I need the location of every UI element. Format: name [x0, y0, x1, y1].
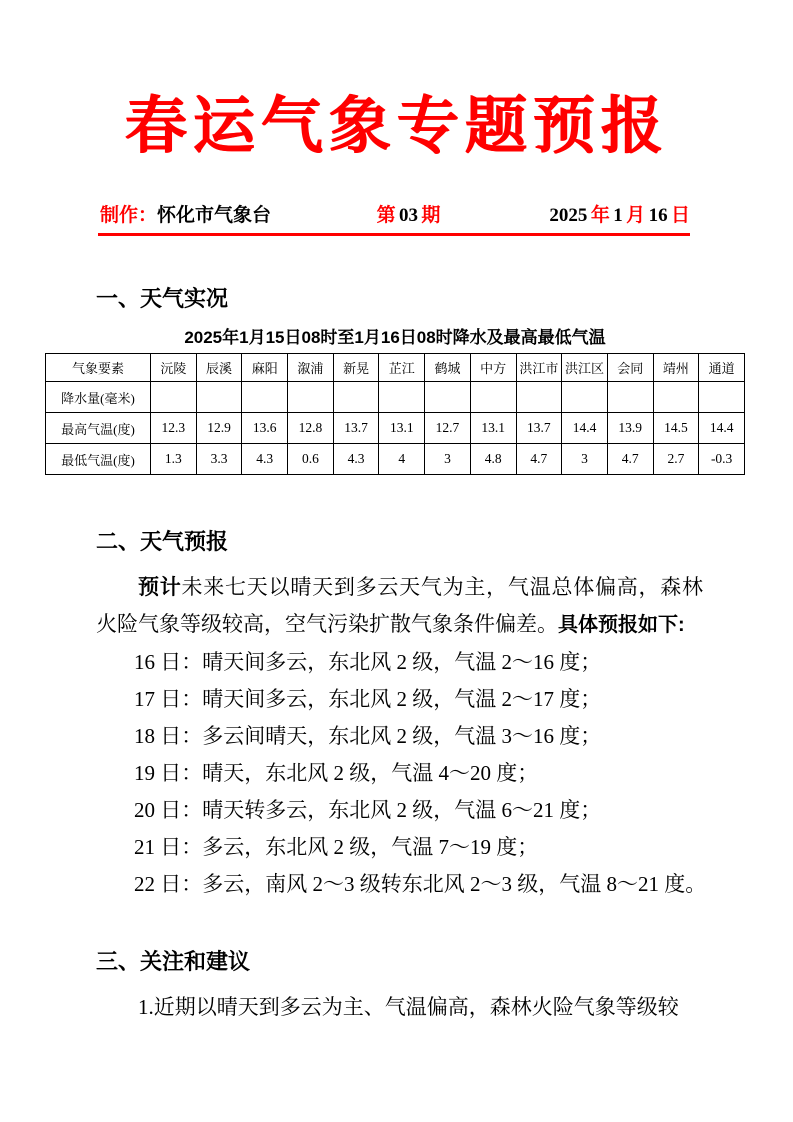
column-header-station: 通道 [699, 354, 745, 382]
issue-suffix: 期 [421, 205, 441, 226]
issue-prefix: 第 [376, 205, 396, 226]
table-cell [699, 382, 745, 413]
column-header-station: 鹤城 [425, 354, 471, 382]
column-header-station: 洪江区 [562, 354, 608, 382]
masthead [100, 204, 690, 228]
table-cell: 3.3 [196, 444, 242, 475]
table-cell: 4.3 [242, 444, 288, 475]
table-cell: 4.7 [607, 444, 653, 475]
column-header-station: 靖州 [653, 354, 699, 382]
section-heading-forecast: 二、天气预报 [96, 529, 229, 554]
table-cell [470, 382, 516, 413]
table-row [46, 444, 745, 475]
weather-table [45, 353, 745, 475]
table-row [46, 413, 745, 444]
table-cell: 12.8 [288, 413, 334, 444]
forecast-intro-lead: 预计 [138, 575, 182, 599]
column-header-station: 溆浦 [288, 354, 334, 382]
forecast-day-line: 17 日：晴天间多云，东北风 2 级，气温 2～17 度； [134, 687, 602, 711]
section-heading-advice: 三、关注和建议 [96, 949, 251, 974]
column-header-station: 芷江 [379, 354, 425, 382]
row-label: 最低气温(度) [46, 444, 151, 475]
table-cell [607, 382, 653, 413]
table-cell: 14.4 [562, 413, 608, 444]
table-cell [653, 382, 699, 413]
date-day-unit: 日 [670, 205, 690, 226]
forecast-day-line: 21 日：多云，东北风 2 级，气温 7～19 度； [134, 835, 539, 859]
advice-list [0, 989, 793, 1026]
table-cell: 2.7 [653, 444, 699, 475]
forecast-day-line: 19 日：晴天，东北风 2 级，气温 4～20 度； [134, 761, 539, 785]
weather-table-title: 2025年1月15日08时至1月16日08时降水及最高最低气温 [184, 328, 606, 347]
table-cell [562, 382, 608, 413]
table-cell: 0.6 [288, 444, 334, 475]
table-cell [425, 382, 471, 413]
issue-date [546, 204, 690, 228]
date-day: 16 [648, 205, 668, 226]
table-cell: 3 [562, 444, 608, 475]
column-header-station: 中方 [470, 354, 516, 382]
table-cell: -0.3 [699, 444, 745, 475]
table-cell: 3 [425, 444, 471, 475]
issue-number [377, 204, 441, 228]
row-label: 降水量(毫米) [46, 382, 151, 413]
header-divider [98, 233, 690, 236]
column-header-element: 气象要素 [46, 354, 151, 382]
table-cell: 12.7 [425, 413, 471, 444]
table-cell: 14.5 [653, 413, 699, 444]
row-label: 最高气温(度) [46, 413, 151, 444]
table-cell [151, 382, 197, 413]
forecast-day-line: 18 日：多云间晴天，东北风 2 级，气温 3～16 度； [134, 724, 602, 748]
table-cell [379, 382, 425, 413]
table-cell: 4.3 [333, 444, 379, 475]
date-month-unit: 月 [626, 205, 646, 226]
table-cell [242, 382, 288, 413]
section-heading-actual-weather: 一、天气实况 [96, 286, 229, 311]
table-cell [516, 382, 562, 413]
producer-value: 怀化市气象台 [157, 205, 272, 226]
advice-item: 1.近期以晴天到多云为主、气温偏高，森林火险气象等级较 [138, 995, 679, 1019]
table-cell: 4.8 [470, 444, 516, 475]
table-header-row [46, 354, 745, 382]
table-cell: 13.1 [470, 413, 516, 444]
column-header-station: 沅陵 [151, 354, 197, 382]
issue-value: 03 [399, 205, 419, 226]
document-title: 春运气象专题预报 [124, 93, 669, 161]
table-cell: 13.7 [333, 413, 379, 444]
table-cell [333, 382, 379, 413]
date-year: 2025 [549, 205, 588, 226]
forecast-day-line: 22 日：多云，南风 2～3 级转东北风 2～3 级，气温 8～21 度。 [134, 872, 707, 896]
table-row [46, 382, 745, 413]
producer-label: 制作： [100, 205, 158, 226]
date-year-unit: 年 [590, 205, 610, 226]
forecast-intro-text: 未来七天以晴天到多云天气为主，气温总体偏高，森林火险气象等级较高，空气污染扩散气象条件偏差。 [96, 575, 704, 636]
forecast-day-list [0, 644, 793, 903]
table-body [46, 382, 745, 475]
column-header-station: 麻阳 [242, 354, 288, 382]
table-cell: 13.9 [607, 413, 653, 444]
table-cell: 12.9 [196, 413, 242, 444]
forecast-day-line: 16 日：晴天间多云，东北风 2 级，气温 2～16 度； [134, 650, 602, 674]
table-cell: 4.7 [516, 444, 562, 475]
forecast-day-line: 20 日：晴天转多云，东北风 2 级，气温 6～21 度； [134, 798, 602, 822]
table-cell: 13.6 [242, 413, 288, 444]
table-cell: 14.4 [699, 413, 745, 444]
column-header-station: 洪江市 [516, 354, 562, 382]
table-cell: 13.1 [379, 413, 425, 444]
table-cell [288, 382, 334, 413]
forecast-intro-tail: 具体预报如下: [558, 614, 685, 636]
date-month: 1 [613, 205, 623, 226]
table-cell: 1.3 [151, 444, 197, 475]
table-cell: 4 [379, 444, 425, 475]
table-cell: 12.3 [151, 413, 197, 444]
table-cell [196, 382, 242, 413]
table-cell: 13.7 [516, 413, 562, 444]
producer [100, 204, 271, 228]
column-header-station: 辰溪 [196, 354, 242, 382]
forecast-intro-paragraph [96, 569, 703, 644]
column-header-station: 会同 [607, 354, 653, 382]
column-header-station: 新晃 [333, 354, 379, 382]
